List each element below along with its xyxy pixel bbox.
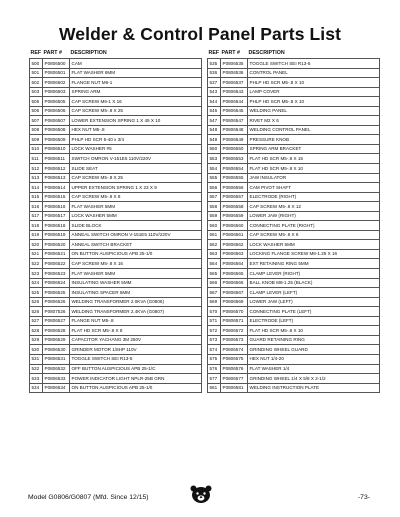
description-cell: CLAMP LEVER (RIGHT) — [248, 269, 380, 279]
ref-cell: 577 — [208, 374, 221, 384]
ref-cell: 573 — [208, 335, 221, 345]
ref-cell: 575 — [208, 354, 221, 364]
table-row — [30, 164, 202, 174]
table-row — [208, 97, 380, 107]
ref-cell: 581 — [208, 383, 221, 393]
grizzly-bear-logo-icon — [188, 484, 214, 504]
description-cell: CAP SCREW M5-.8 X 25 — [70, 106, 202, 116]
description-cell: LOWER JAW (RIGHT) — [248, 211, 380, 221]
part-number-cell: P0806548 — [221, 125, 248, 135]
table-row — [30, 345, 202, 355]
description-cell: LOCK WASHER 5MM — [248, 240, 380, 250]
ref-cell: 506 — [30, 106, 43, 116]
ref-cell: 530 — [30, 345, 43, 355]
ref-cell: 510 — [30, 144, 43, 154]
part-number-cell: P0806566 — [221, 278, 248, 288]
table-row — [208, 211, 380, 221]
part-number-cell: P0806510 — [43, 144, 70, 154]
part-number-cell: P0806527 — [43, 316, 70, 326]
ref-cell: 549 — [208, 135, 221, 145]
table-row — [208, 144, 380, 154]
ref-cell: 561 — [208, 230, 221, 240]
table-header-row — [30, 48, 202, 59]
part-number-cell: P0806525 — [43, 288, 70, 298]
header-ref: REF — [208, 49, 220, 56]
table-row — [208, 240, 380, 250]
table-row — [208, 116, 380, 126]
part-number-cell: P0806514 — [43, 183, 70, 193]
description-cell: SLIDE SEAT — [70, 164, 202, 174]
part-number-cell: P0806524 — [43, 278, 70, 288]
ref-cell: 537 — [208, 78, 221, 88]
ref-cell: 503 — [30, 87, 43, 97]
part-number-cell: P0806503 — [43, 87, 70, 97]
description-cell: CAM — [70, 59, 202, 69]
part-number-cell: P0806571 — [221, 316, 248, 326]
ref-cell: 562 — [208, 240, 221, 250]
part-number-cell: P0806577 — [221, 374, 248, 384]
part-number-cell: P0806561 — [221, 230, 248, 240]
ref-cell: 566 — [208, 278, 221, 288]
ref-cell: 574 — [208, 345, 221, 355]
description-cell: CONNECTING PLATE (LEFT) — [248, 307, 380, 317]
description-cell: CAP SCREW M5-.8 X 8 — [70, 192, 202, 202]
part-number-cell: P0806550 — [221, 144, 248, 154]
ref-cell: 517 — [30, 211, 43, 221]
part-number-cell: P0806558 — [221, 202, 248, 212]
header-description: DESCRIPTION — [70, 49, 107, 56]
part-number-cell: P0806535 — [221, 59, 248, 69]
table-row — [30, 307, 202, 317]
description-cell: ON BUTTON AUSPICIOUS APB 25-1/0 — [70, 383, 202, 393]
table-row — [30, 278, 202, 288]
ref-cell: 526 — [30, 307, 43, 317]
description-cell: CONNECTING PLATE (RIGHT) — [248, 221, 380, 231]
table-row — [30, 202, 202, 212]
ref-cell: 522 — [30, 259, 43, 269]
table-row — [208, 316, 380, 326]
header-description: DESCRIPTION — [248, 49, 285, 56]
ref-cell: 543 — [208, 87, 221, 97]
ref-cell: 557 — [208, 192, 221, 202]
part-number-cell: P0806533 — [43, 374, 70, 384]
table-row — [208, 87, 380, 97]
ref-cell: 547 — [208, 116, 221, 126]
ref-cell: 525 — [30, 288, 43, 298]
part-number-cell: P0806537 — [221, 78, 248, 88]
ref-cell: 559 — [208, 211, 221, 221]
ref-cell: 533 — [30, 374, 43, 384]
table-row — [208, 135, 380, 145]
part-number-cell: P0806507 — [43, 116, 70, 126]
description-cell: LOCK WASHER 5MM — [70, 211, 202, 221]
table-row — [208, 125, 380, 135]
table-row — [30, 78, 202, 88]
table-row — [208, 68, 380, 78]
part-number-cell: P0806569 — [221, 297, 248, 307]
part-number-cell: P0806515 — [43, 192, 70, 202]
description-cell: FLAT WASHER 5MM — [70, 269, 202, 279]
part-number-cell: P0806581 — [221, 383, 248, 393]
table-row — [208, 230, 380, 240]
table-row — [208, 106, 380, 116]
table-row — [208, 326, 380, 336]
part-number-cell: P0806555 — [221, 173, 248, 183]
header-part-number: PART # — [43, 49, 62, 56]
part-number-cell: P0806567 — [221, 288, 248, 298]
table-row — [208, 154, 380, 164]
part-number-cell: P0806521 — [43, 249, 70, 259]
description-cell: UPPER EXTENSION SPRING 1 X 23 X 9 — [70, 183, 202, 193]
description-cell: SPRING ARM BRACKET — [248, 144, 380, 154]
description-cell: INSULATING WASHER 5MM — [70, 278, 202, 288]
description-cell: FLAT HD SCR M5-.8 X 15 — [248, 154, 380, 164]
part-number-cell: P0806530 — [43, 345, 70, 355]
parts-table-right — [207, 48, 380, 393]
description-cell: LAMP COVER — [248, 87, 380, 97]
ref-cell: 532 — [30, 364, 43, 374]
ref-cell: 508 — [30, 125, 43, 135]
description-cell: FLAT HD SCR M5-.8 X 10 — [248, 326, 380, 336]
part-number-cell: P0806522 — [43, 259, 70, 269]
description-cell: LOWER JAW (LEFT) — [248, 297, 380, 307]
part-number-cell: P0806516 — [43, 202, 70, 212]
table-row — [30, 240, 202, 250]
description-cell: JAW INSULATOR — [248, 173, 380, 183]
ref-cell: 513 — [30, 173, 43, 183]
part-number-cell: P0806509 — [43, 135, 70, 145]
description-cell: HEX NUT M5-.8 — [70, 125, 202, 135]
description-cell: FLAT WASHER 6MM — [70, 68, 202, 78]
description-cell: WELDING INSTRUCTION PLATE — [248, 383, 380, 393]
ref-cell: 548 — [208, 125, 221, 135]
ref-cell: 528 — [30, 326, 43, 336]
table-row — [208, 164, 380, 174]
part-number-cell: P0806534 — [43, 383, 70, 393]
table-row — [30, 249, 202, 259]
description-cell: FLAT WASHER 1/4 — [248, 364, 380, 374]
part-number-cell: P0806573 — [221, 335, 248, 345]
ref-cell: 571 — [208, 316, 221, 326]
description-cell: FLAT HD SCR M5-.8 X 8 — [70, 326, 202, 336]
part-number-cell: P0806519 — [43, 230, 70, 240]
table-row — [30, 364, 202, 374]
ref-cell: 570 — [208, 307, 221, 317]
ref-cell: 507 — [30, 116, 43, 126]
table-row — [208, 173, 380, 183]
part-number-cell: P0806549 — [221, 135, 248, 145]
ref-cell: 572 — [208, 326, 221, 336]
description-cell: FLANGE NUT M5-.8 — [70, 316, 202, 326]
description-cell: ANNEAL SWITCH BRACKET — [70, 240, 202, 250]
table-row — [208, 192, 380, 202]
table-row — [30, 259, 202, 269]
ref-cell: 536 — [208, 68, 221, 78]
ref-cell: 544 — [208, 97, 221, 107]
ref-cell: 500 — [30, 59, 43, 69]
table-row — [208, 383, 380, 393]
description-cell: WELDING PANEL — [248, 106, 380, 116]
table-row — [208, 278, 380, 288]
description-cell: POWER INDICATOR LIGHT NPLR-25B GRN — [70, 374, 202, 384]
description-cell: SWITCH OMRON V-151E5 110V/220V — [70, 154, 202, 164]
ref-cell: 565 — [208, 269, 221, 279]
part-number-cell: P0806526 — [43, 297, 70, 307]
part-number-cell: P0806544 — [221, 97, 248, 107]
table-row — [208, 374, 380, 384]
part-number-cell: P0806502 — [43, 78, 70, 88]
description-cell: CAM PIVOT SHAFT — [248, 183, 380, 193]
table-row — [208, 183, 380, 193]
table-row — [208, 221, 380, 231]
table-row — [208, 354, 380, 364]
ref-cell: 526 — [30, 297, 43, 307]
part-number-cell: P0806508 — [43, 125, 70, 135]
part-number-cell: P0806570 — [221, 307, 248, 317]
table-row — [30, 154, 202, 164]
table-row — [208, 345, 380, 355]
description-cell: HEX NUT 1/4-20 — [248, 354, 380, 364]
part-number-cell: P0806523 — [43, 269, 70, 279]
description-cell: CONTROL PANEL — [248, 68, 380, 78]
description-cell: GRINDING WHEEL 1/4 X 5/8 X 2-1/2 — [248, 374, 380, 384]
part-number-cell: P0806565 — [221, 269, 248, 279]
ref-cell: 531 — [30, 354, 43, 364]
part-number-cell: P0806520 — [43, 240, 70, 250]
part-number-cell: P0806517 — [43, 211, 70, 221]
footer-model: Model G0806/G0807 (Mfd. Since 12/15) — [28, 494, 149, 501]
table-row — [30, 288, 202, 298]
part-number-cell: P0806562 — [221, 240, 248, 250]
part-number-cell: P0806556 — [221, 183, 248, 193]
description-cell: CAP SCREW M5-.8 X 25 — [70, 173, 202, 183]
description-cell: EXT RETAINING RING 5MM — [248, 259, 380, 269]
part-number-cell: P0806528 — [43, 326, 70, 336]
part-number-cell: P0806513 — [43, 173, 70, 183]
part-number-cell: P0806518 — [43, 221, 70, 231]
description-cell: TOGGLE SWITCH SEI R13-5 — [70, 354, 202, 364]
part-number-cell: P0806531 — [43, 354, 70, 364]
ref-cell: 521 — [30, 249, 43, 259]
table-row — [208, 249, 380, 259]
part-number-cell: P0806532 — [43, 364, 70, 374]
table-row — [30, 106, 202, 116]
table-row — [208, 269, 380, 279]
ref-cell: 563 — [208, 249, 221, 259]
table-row — [30, 374, 202, 384]
ref-cell: 560 — [208, 221, 221, 231]
description-cell: FLANGE NUT M6-1 — [70, 78, 202, 88]
part-number-cell: P0806536 — [221, 68, 248, 78]
part-number-cell: P0806575 — [221, 354, 248, 364]
table-row — [30, 211, 202, 221]
part-number-cell: P0806576 — [221, 364, 248, 374]
part-number-cell: P0806543 — [221, 87, 248, 97]
description-cell: WELDING CONTROL PANEL — [248, 125, 380, 135]
ref-cell: 564 — [208, 259, 221, 269]
description-cell: GRINDING WHEEL GUARD — [248, 345, 380, 355]
description-cell: ELECTRODE (LEFT) — [248, 316, 380, 326]
description-cell: ON BUTTON AUSPICIOUS APB 25-1/0 — [70, 249, 202, 259]
description-cell: WELDING TRANSFORMER 2.4KVA (G0807) — [70, 307, 202, 317]
ref-cell: 519 — [30, 230, 43, 240]
page-title: Welder & Control Panel Parts List — [58, 24, 342, 44]
ref-cell: 534 — [30, 383, 43, 393]
description-cell: BALL KNOB M8-1.25 (BLACK) — [248, 278, 380, 288]
part-number-cell: P0806553 — [221, 154, 248, 164]
table-row — [30, 116, 202, 126]
ref-cell: 553 — [208, 154, 221, 164]
header-part-number: PART # — [221, 49, 240, 56]
table-row — [208, 259, 380, 269]
description-cell: LOCKING FLANGE SCREW M8-1.25 X 16 — [248, 249, 380, 259]
ref-cell: 556 — [208, 183, 221, 193]
ref-cell: 509 — [30, 135, 43, 145]
part-number-cell: P0806501 — [43, 68, 70, 78]
part-number-cell: P0806529 — [43, 335, 70, 345]
ref-cell: 524 — [30, 278, 43, 288]
parts-table-left — [29, 48, 202, 393]
table-row — [30, 59, 202, 69]
part-number-cell: P0806572 — [221, 326, 248, 336]
description-cell: RIVET M2 X 6 — [248, 116, 380, 126]
ref-cell: 555 — [208, 173, 221, 183]
part-number-cell: P0806547 — [221, 116, 248, 126]
ref-cell: 569 — [208, 297, 221, 307]
table-row — [208, 288, 380, 298]
table-row — [30, 269, 202, 279]
ref-cell: 529 — [30, 335, 43, 345]
description-cell: PHLP HD SCR 5-40 x 3/4 — [70, 135, 202, 145]
part-number-cell: P0806557 — [221, 192, 248, 202]
description-cell: CAP SCREW M5-.8 X 12 — [248, 202, 380, 212]
description-cell: LOCK WASHER #5 — [70, 144, 202, 154]
table-row — [30, 297, 202, 307]
ref-cell: 523 — [30, 269, 43, 279]
table-row — [208, 202, 380, 212]
ref-cell: 514 — [30, 183, 43, 193]
table-header-row — [208, 48, 380, 59]
part-number-cell: P0806506 — [43, 106, 70, 116]
ref-cell: 576 — [208, 364, 221, 374]
description-cell: SLIDE BLOCK — [70, 221, 202, 231]
part-number-cell: P0807526 — [43, 307, 70, 317]
header-ref: REF — [30, 49, 42, 56]
ref-cell: 545 — [208, 106, 221, 116]
description-cell: CAP SCREW M5-.8 X 16 — [70, 259, 202, 269]
description-cell: GUARD RETAINING RING — [248, 335, 380, 345]
table-row — [208, 59, 380, 69]
part-number-cell: P0806560 — [221, 221, 248, 231]
table-row — [30, 316, 202, 326]
part-number-cell: P0806505 — [43, 97, 70, 107]
ref-cell: 502 — [30, 78, 43, 88]
table-row — [30, 125, 202, 135]
part-number-cell: P0806564 — [221, 259, 248, 269]
part-number-cell: P0806554 — [221, 164, 248, 174]
ref-cell: 550 — [208, 144, 221, 154]
ref-cell: 535 — [208, 59, 221, 69]
ref-cell: 567 — [208, 288, 221, 298]
part-number-cell: P0806545 — [221, 106, 248, 116]
description-cell: CLAMP LEVER (LEFT) — [248, 288, 380, 298]
part-number-cell: P0806512 — [43, 164, 70, 174]
table-row — [208, 297, 380, 307]
ref-cell: 558 — [208, 202, 221, 212]
ref-cell: 516 — [30, 202, 43, 212]
description-cell: TOGGLE SWITCH SEI R13-5 — [248, 59, 380, 69]
part-number-cell: P0806500 — [43, 59, 70, 69]
description-cell: CAP SCREW M6-1 X 16 — [70, 97, 202, 107]
table-row — [30, 87, 202, 97]
table-row — [30, 326, 202, 336]
table-row — [30, 354, 202, 364]
ref-cell: 511 — [30, 154, 43, 164]
table-row — [208, 335, 380, 345]
description-cell: WELDING TRANSFORMER 2.0KVA (G0806) — [70, 297, 202, 307]
description-cell: GRINDER MOTOR 1/8HP 110V — [70, 345, 202, 355]
table-row — [30, 192, 202, 202]
part-number-cell: P0806511 — [43, 154, 70, 164]
description-cell: FLAT WASHER 5MM — [70, 202, 202, 212]
table-row — [30, 183, 202, 193]
ref-cell: 554 — [208, 164, 221, 174]
table-row — [30, 173, 202, 183]
ref-cell: 527 — [30, 316, 43, 326]
table-row — [30, 68, 202, 78]
description-cell: LOWER EXTENSION SPRING 1 X 45 X 10 — [70, 116, 202, 126]
ref-cell: 512 — [30, 164, 43, 174]
table-row — [208, 307, 380, 317]
table-row — [208, 364, 380, 374]
ref-cell: 518 — [30, 221, 43, 231]
part-number-cell: P0806559 — [221, 211, 248, 221]
table-row — [30, 144, 202, 154]
description-cell: OFF BUTTON AUSPICIOUS APB 25-1/C — [70, 364, 202, 374]
page-number: -73- — [357, 494, 370, 501]
description-cell: ELECTRODE (RIGHT) — [248, 192, 380, 202]
description-cell: INSULATING SPACER 5MM — [70, 288, 202, 298]
ref-cell: 501 — [30, 68, 43, 78]
description-cell: ANNEAL SWITCH OMRON V-151E5 110V/220V — [70, 230, 202, 240]
ref-cell: 505 — [30, 97, 43, 107]
part-number-cell: P0806574 — [221, 345, 248, 355]
description-cell: PHLP HD SCR M5-.8 X 10 — [248, 97, 380, 107]
table-row — [30, 335, 202, 345]
table-row — [208, 78, 380, 88]
table-row — [30, 230, 202, 240]
table-row — [30, 221, 202, 231]
table-row — [30, 97, 202, 107]
description-cell: FLAT HD SCR M5-.8 X 10 — [248, 164, 380, 174]
description-cell: SPRING ARM — [70, 87, 202, 97]
part-number-cell: P0806563 — [221, 249, 248, 259]
ref-cell: 520 — [30, 240, 43, 250]
description-cell: CAP SCREW M5-.8 X 6 — [248, 230, 380, 240]
ref-cell: 515 — [30, 192, 43, 202]
table-row — [30, 383, 202, 393]
description-cell: CAPACITOR YACHANG 3M 250V — [70, 335, 202, 345]
description-cell: PHLP HD SCR M5-.8 X 10 — [248, 78, 380, 88]
table-row — [30, 135, 202, 145]
description-cell: PRESSURE KNOB — [248, 135, 380, 145]
